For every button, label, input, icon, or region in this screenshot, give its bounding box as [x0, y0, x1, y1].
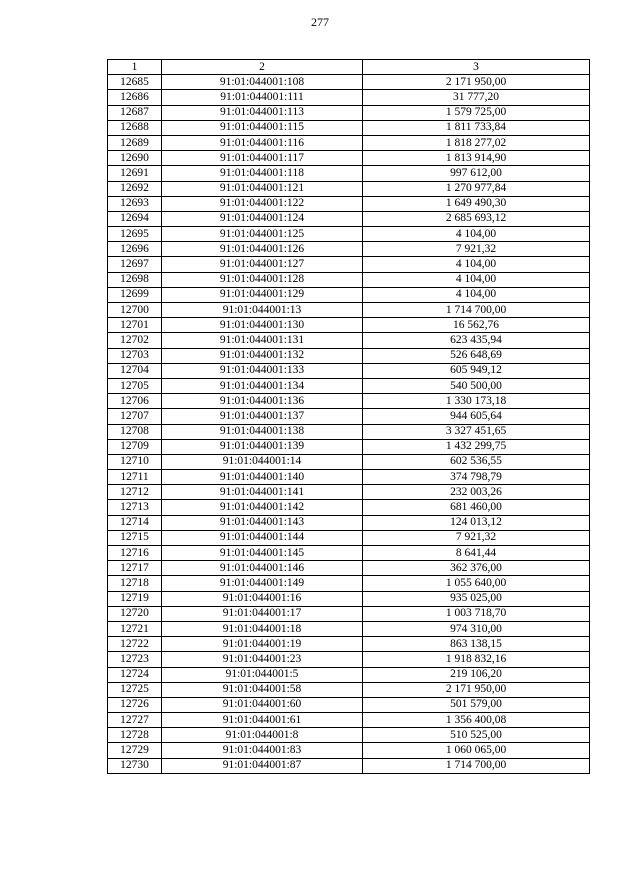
table-row [108, 166, 590, 181]
value-cell: 997 612,00 [363, 166, 590, 181]
table-row [108, 667, 590, 682]
row-number-cell: 12705 [108, 378, 162, 393]
value-cell: 2 171 950,00 [363, 682, 590, 697]
column-header-number: 1 [108, 60, 162, 75]
cadastral-number-cell: 91:01:044001:19 [162, 637, 363, 652]
table-row [108, 454, 590, 469]
cadastral-number-cell: 91:01:044001:117 [162, 151, 363, 166]
value-cell: 2 685 693,12 [363, 211, 590, 226]
table-row [108, 758, 590, 773]
cadastral-number-cell: 91:01:044001:149 [162, 576, 363, 591]
value-cell: 16 562,76 [363, 318, 590, 333]
row-number-cell: 12687 [108, 105, 162, 120]
value-cell: 1 356 400,08 [363, 713, 590, 728]
cadastral-number-cell: 91:01:044001:58 [162, 682, 363, 697]
row-number-cell: 12699 [108, 287, 162, 302]
cadastral-number-cell: 91:01:044001:132 [162, 348, 363, 363]
value-cell: 1 818 277,02 [363, 135, 590, 150]
value-cell: 1 330 173,18 [363, 394, 590, 409]
cadastral-number-cell: 91:01:044001:143 [162, 515, 363, 530]
value-cell: 4 104,00 [363, 287, 590, 302]
row-number-cell: 12698 [108, 272, 162, 287]
row-number-cell: 12693 [108, 196, 162, 211]
cadastral-number-cell: 91:01:044001:129 [162, 287, 363, 302]
table-row [108, 227, 590, 242]
row-number-cell: 12720 [108, 606, 162, 621]
table-row [108, 515, 590, 530]
table-body [108, 75, 590, 774]
table-row [108, 105, 590, 120]
row-number-cell: 12711 [108, 470, 162, 485]
table-row [108, 500, 590, 515]
row-number-cell: 12701 [108, 318, 162, 333]
value-cell: 1 003 718,70 [363, 606, 590, 621]
table-row [108, 181, 590, 196]
row-number-cell: 12696 [108, 242, 162, 257]
table-row [108, 287, 590, 302]
value-cell: 863 138,15 [363, 637, 590, 652]
row-number-cell: 12713 [108, 500, 162, 515]
value-cell: 1 649 490,30 [363, 196, 590, 211]
cadastral-number-cell: 91:01:044001:128 [162, 272, 363, 287]
row-number-cell: 12728 [108, 728, 162, 743]
cadastral-number-cell: 91:01:044001:145 [162, 546, 363, 561]
cadastral-number-cell: 91:01:044001:116 [162, 135, 363, 150]
row-number-cell: 12686 [108, 90, 162, 105]
cadastral-number-cell: 91:01:044001:87 [162, 758, 363, 773]
row-number-cell: 12694 [108, 211, 162, 226]
cadastral-number-cell: 91:01:044001:133 [162, 363, 363, 378]
value-cell: 3 327 451,65 [363, 424, 590, 439]
row-number-cell: 12707 [108, 409, 162, 424]
value-cell: 2 171 950,00 [363, 75, 590, 90]
table-row [108, 697, 590, 712]
cadastral-number-cell: 91:01:044001:121 [162, 181, 363, 196]
value-cell: 1 811 733,84 [363, 120, 590, 135]
row-number-cell: 12726 [108, 697, 162, 712]
row-number-cell: 12719 [108, 591, 162, 606]
row-number-cell: 12727 [108, 713, 162, 728]
cadastral-number-cell: 91:01:044001:146 [162, 561, 363, 576]
cadastral-number-cell: 91:01:044001:141 [162, 485, 363, 500]
row-number-cell: 12708 [108, 424, 162, 439]
table-header [108, 60, 590, 75]
cadastral-number-cell: 91:01:044001:140 [162, 470, 363, 485]
row-number-cell: 12722 [108, 637, 162, 652]
value-cell: 4 104,00 [363, 257, 590, 272]
row-number-cell: 12695 [108, 227, 162, 242]
table-row [108, 561, 590, 576]
cadastral-number-cell: 91:01:044001:111 [162, 90, 363, 105]
row-number-cell: 12716 [108, 546, 162, 561]
header-row [108, 60, 590, 75]
cadastral-number-cell: 91:01:044001:8 [162, 728, 363, 743]
cadastral-number-cell: 91:01:044001:122 [162, 196, 363, 211]
value-cell: 623 435,94 [363, 333, 590, 348]
row-number-cell: 12710 [108, 454, 162, 469]
table-row [108, 530, 590, 545]
row-number-cell: 12715 [108, 530, 162, 545]
cadastral-number-cell: 91:01:044001:137 [162, 409, 363, 424]
row-number-cell: 12725 [108, 682, 162, 697]
table-row [108, 75, 590, 90]
cadastral-number-cell: 91:01:044001:23 [162, 652, 363, 667]
value-cell: 7 921,32 [363, 530, 590, 545]
row-number-cell: 12706 [108, 394, 162, 409]
value-cell: 1 060 065,00 [363, 743, 590, 758]
value-cell: 935 025,00 [363, 591, 590, 606]
value-cell: 31 777,20 [363, 90, 590, 105]
table-row [108, 120, 590, 135]
row-number-cell: 12702 [108, 333, 162, 348]
row-number-cell: 12723 [108, 652, 162, 667]
value-cell: 540 500,00 [363, 378, 590, 393]
row-number-cell: 12721 [108, 621, 162, 636]
page-number: 277 [311, 15, 329, 29]
table-row [108, 378, 590, 393]
table-row [108, 470, 590, 485]
cadastral-number-cell: 91:01:044001:60 [162, 697, 363, 712]
table-row [108, 637, 590, 652]
value-cell: 602 536,55 [363, 454, 590, 469]
value-cell: 219 106,20 [363, 667, 590, 682]
cadastral-number-cell: 91:01:044001:127 [162, 257, 363, 272]
value-cell: 501 579,00 [363, 697, 590, 712]
table-row [108, 90, 590, 105]
row-number-cell: 12729 [108, 743, 162, 758]
row-number-cell: 12685 [108, 75, 162, 90]
row-number-cell: 12724 [108, 667, 162, 682]
table-row [108, 606, 590, 621]
cadastral-number-cell: 91:01:044001:17 [162, 606, 363, 621]
cadastral-number-cell: 91:01:044001:139 [162, 439, 363, 454]
value-cell: 1 813 914,90 [363, 151, 590, 166]
column-header-cadastral-number: 2 [162, 60, 363, 75]
cadastral-number-cell: 91:01:044001:61 [162, 713, 363, 728]
table-row [108, 424, 590, 439]
table-row [108, 546, 590, 561]
cadastral-number-cell: 91:01:044001:124 [162, 211, 363, 226]
value-cell: 8 641,44 [363, 546, 590, 561]
table-row [108, 196, 590, 211]
value-cell: 526 648,69 [363, 348, 590, 363]
table-row [108, 682, 590, 697]
cadastral-number-cell: 91:01:044001:115 [162, 120, 363, 135]
registry-table [107, 59, 590, 774]
table-row [108, 409, 590, 424]
value-cell: 510 525,00 [363, 728, 590, 743]
table-row [108, 257, 590, 272]
table-row [108, 242, 590, 257]
table-row [108, 333, 590, 348]
value-cell: 1 579 725,00 [363, 105, 590, 120]
table-row [108, 151, 590, 166]
cadastral-number-cell: 91:01:044001:134 [162, 378, 363, 393]
table-row [108, 652, 590, 667]
table-row [108, 211, 590, 226]
value-cell: 1 432 299,75 [363, 439, 590, 454]
cadastral-number-cell: 91:01:044001:83 [162, 743, 363, 758]
cadastral-number-cell: 91:01:044001:142 [162, 500, 363, 515]
cadastral-number-cell: 91:01:044001:131 [162, 333, 363, 348]
cadastral-number-cell: 91:01:044001:113 [162, 105, 363, 120]
value-cell: 232 003,26 [363, 485, 590, 500]
row-number-cell: 12692 [108, 181, 162, 196]
row-number-cell: 12703 [108, 348, 162, 363]
row-number-cell: 12689 [108, 135, 162, 150]
table-row [108, 621, 590, 636]
cadastral-number-cell: 91:01:044001:130 [162, 318, 363, 333]
cadastral-number-cell: 91:01:044001:14 [162, 454, 363, 469]
cadastral-number-cell: 91:01:044001:118 [162, 166, 363, 181]
cadastral-number-cell: 91:01:044001:108 [162, 75, 363, 90]
value-cell: 1 270 977,84 [363, 181, 590, 196]
table-row [108, 272, 590, 287]
cadastral-number-cell: 91:01:044001:5 [162, 667, 363, 682]
value-cell: 944 605,64 [363, 409, 590, 424]
row-number-cell: 12712 [108, 485, 162, 500]
table-row [108, 743, 590, 758]
cadastral-number-cell: 91:01:044001:144 [162, 530, 363, 545]
table-row [108, 576, 590, 591]
value-cell: 1 918 832,16 [363, 652, 590, 667]
table-row [108, 363, 590, 378]
table-row [108, 394, 590, 409]
row-number-cell: 12697 [108, 257, 162, 272]
table-row [108, 318, 590, 333]
table-row [108, 728, 590, 743]
value-cell: 681 460,00 [363, 500, 590, 515]
cadastral-number-cell: 91:01:044001:136 [162, 394, 363, 409]
row-number-cell: 12690 [108, 151, 162, 166]
table-row [108, 485, 590, 500]
value-cell: 374 798,79 [363, 470, 590, 485]
cadastral-number-cell: 91:01:044001:16 [162, 591, 363, 606]
table-row [108, 303, 590, 318]
row-number-cell: 12691 [108, 166, 162, 181]
row-number-cell: 12717 [108, 561, 162, 576]
table-row [108, 591, 590, 606]
row-number-cell: 12709 [108, 439, 162, 454]
row-number-cell: 12700 [108, 303, 162, 318]
value-cell: 124 013,12 [363, 515, 590, 530]
row-number-cell: 12718 [108, 576, 162, 591]
cadastral-number-cell: 91:01:044001:125 [162, 227, 363, 242]
value-cell: 974 310,00 [363, 621, 590, 636]
value-cell: 1 714 700,00 [363, 758, 590, 773]
value-cell: 4 104,00 [363, 227, 590, 242]
value-cell: 1 714 700,00 [363, 303, 590, 318]
cadastral-number-cell: 91:01:044001:18 [162, 621, 363, 636]
value-cell: 4 104,00 [363, 272, 590, 287]
column-header-value: 3 [363, 60, 590, 75]
value-cell: 605 949,12 [363, 363, 590, 378]
row-number-cell: 12688 [108, 120, 162, 135]
table-row [108, 713, 590, 728]
cadastral-number-cell: 91:01:044001:13 [162, 303, 363, 318]
value-cell: 362 376,00 [363, 561, 590, 576]
row-number-cell: 12730 [108, 758, 162, 773]
row-number-cell: 12714 [108, 515, 162, 530]
table-row [108, 348, 590, 363]
cadastral-number-cell: 91:01:044001:126 [162, 242, 363, 257]
value-cell: 7 921,32 [363, 242, 590, 257]
value-cell: 1 055 640,00 [363, 576, 590, 591]
table-row [108, 439, 590, 454]
table-row [108, 135, 590, 150]
cadastral-number-cell: 91:01:044001:138 [162, 424, 363, 439]
row-number-cell: 12704 [108, 363, 162, 378]
